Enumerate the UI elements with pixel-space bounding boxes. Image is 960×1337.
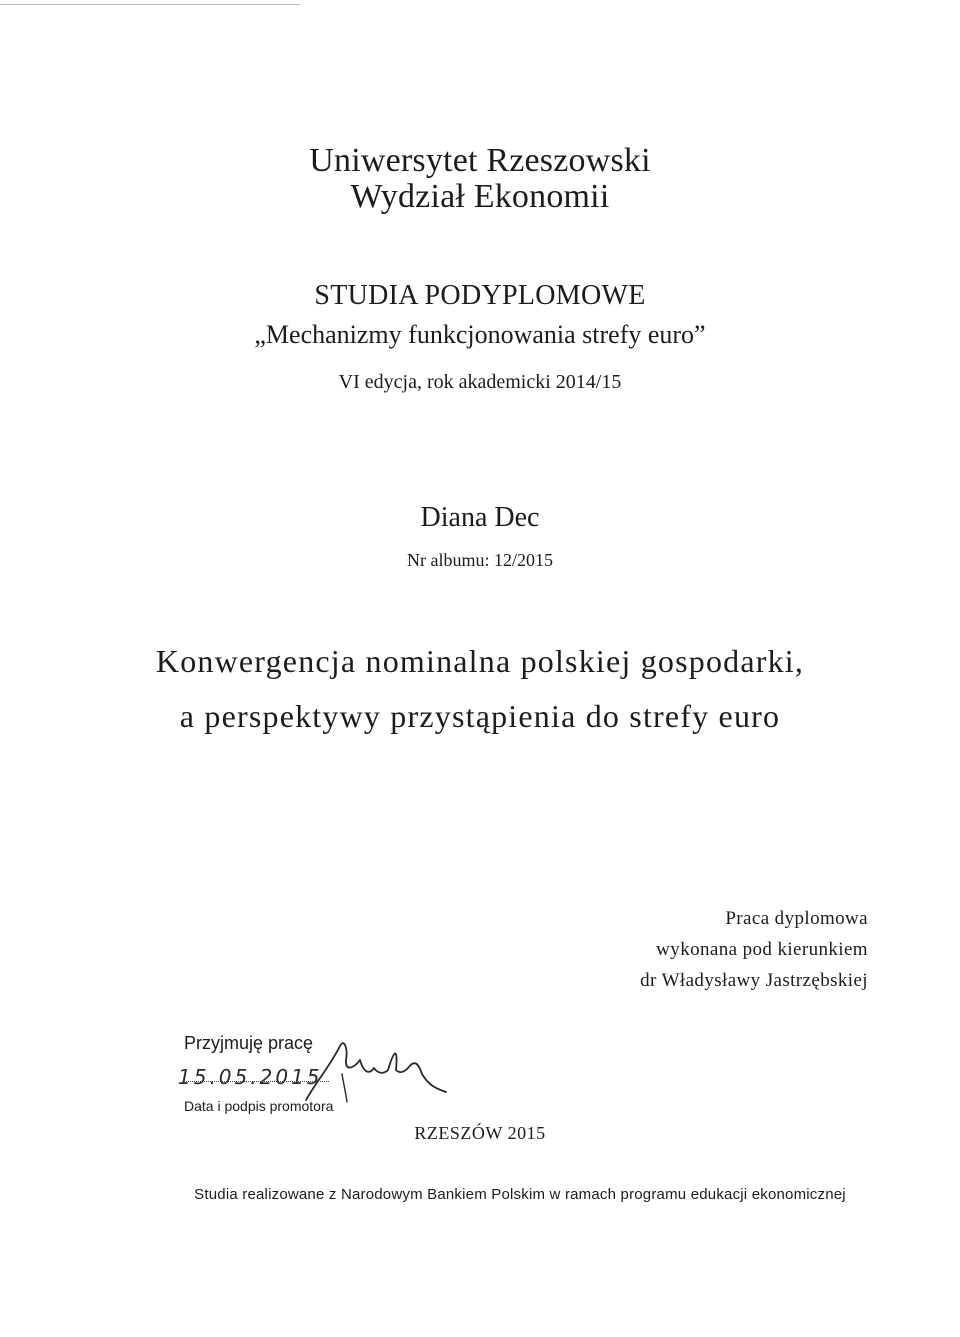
thesis-title-line-2: a perspektywy przystąpienia do strefy euro bbox=[179, 698, 781, 734]
program-name: „Mechanizmy funkcjonowania strefy euro” bbox=[254, 320, 706, 349]
supervisor-name: dr Władysławy Jastrzębskiej bbox=[640, 970, 868, 991]
signature-caption: Data i podpis promotora bbox=[184, 1098, 334, 1114]
scan-edge-line bbox=[0, 4, 300, 5]
thesis-type: Praca dyplomowa bbox=[725, 908, 868, 929]
place-and-year: RZESZÓW 2015 bbox=[414, 1123, 546, 1143]
supervision-block bbox=[640, 903, 868, 996]
thesis-title-line-1: Konwergencja nominalna polskiej gospodarki, bbox=[155, 643, 805, 679]
album-number: Nr albumu: 12/2015 bbox=[407, 550, 553, 570]
footer-note: Studia realizowane z Narodowym Bankiem Polskim w ramach programu edukacji ekonomicznej bbox=[194, 1186, 846, 1203]
signature-line bbox=[184, 1081, 329, 1082]
acceptance-label: Przyjmuję pracę bbox=[184, 1033, 314, 1053]
supervision-intro: wykonana pod kierunkiem bbox=[656, 939, 868, 960]
university-name: Uniwersytet Rzeszowski bbox=[309, 142, 651, 179]
handwritten-date-text: 15.05.2015 bbox=[178, 1065, 323, 1089]
program-edition: VI edycja, rok akademicki 2014/15 bbox=[338, 371, 622, 393]
faculty-name: Wydział Ekonomii bbox=[350, 178, 610, 215]
program-type: STUDIA PODYPLOMOWE bbox=[314, 280, 646, 311]
footer-note-row bbox=[40, 1187, 960, 1202]
student-name: Diana Dec bbox=[420, 502, 540, 533]
